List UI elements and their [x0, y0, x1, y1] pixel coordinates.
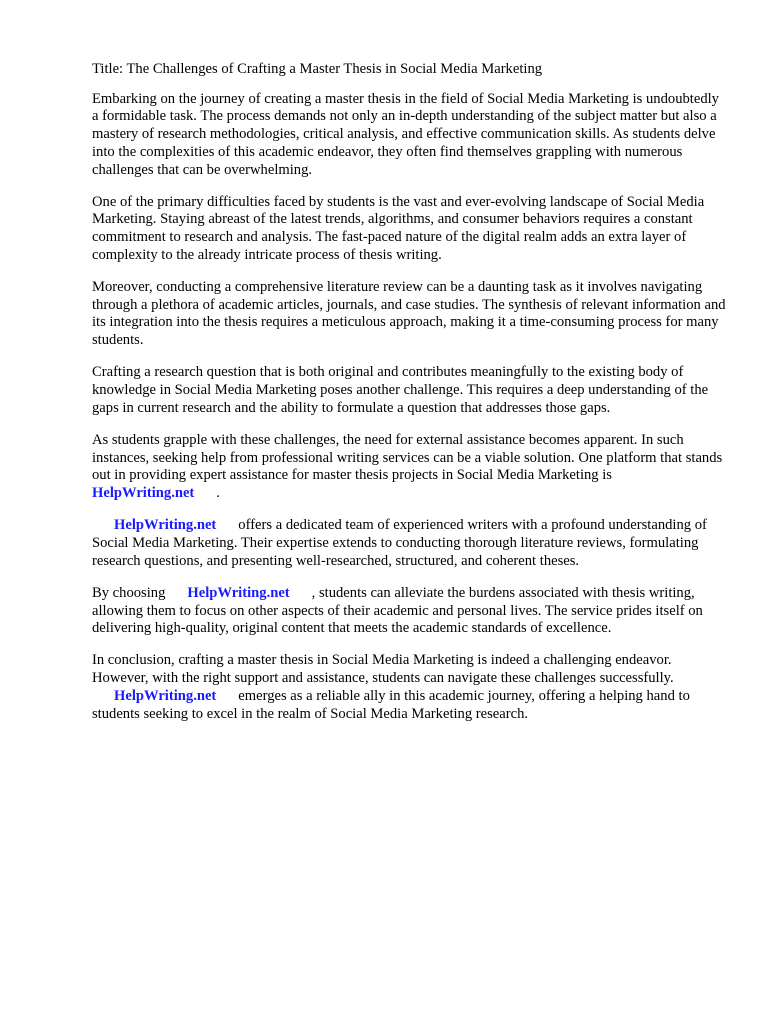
- paragraph-conclusion: [92, 652, 728, 723]
- paragraph-team-text: offers a dedicated team of experienced writers with a profound understanding of Social Media Marketing. Their expertise extends to conducting thorough literature reviews, formulating research questions, and presenting well-researched, structured, and coherent theses.: [92, 517, 707, 569]
- paragraph-choosing-start: By choosing: [92, 584, 166, 601]
- helpwriting-link[interactable]: HelpWriting.net: [92, 485, 195, 502]
- paragraph-conclusion-text: In conclusion, crafting a master thesis in Social Media Marketing is indeed a challenging endeavor. However, with the right support and assistance, students can navigate these challenges successfully.: [92, 652, 674, 687]
- paragraph-assistance-text: As students grapple with these challenges, the need for external assistance becomes apparent. In such instances, seeking help from professional writing services can be a viable solution. One platform that stands out in providing expert assistance for master thesis projects in Social Media Marketing is: [92, 431, 723, 484]
- paragraph-choosing: [92, 585, 728, 638]
- paragraph-landscape: One of the primary difficulties faced by students is the vast and ever-evolving landscape of Social Media Marketing. Staying abreast of the latest trends, algorithms, and consumer behaviors requires a constant commitment to research and analysis. The fast-paced nature of the digital realm adds an extra layer of complexity to the already intricate process of thesis writing.: [92, 193, 705, 263]
- paragraph-literature-review: Moreover, conducting a comprehensive literature review can be a daunting task as it involves navigating through a plethora of academic articles, journals, and case studies. The synthesis of relevant information and its integration into the thesis requires a meticulous approach, making it a time-consuming process for many students.: [92, 279, 726, 349]
- paragraph-choosing-text: , students can alleviate the burdens associated with thesis writing, allowing them to focus on other aspects of their academic and personal lives. The service prides itself on delivering high-quality, original content that meets the academic standards of excellence.: [92, 584, 703, 637]
- helpwriting-link[interactable]: HelpWriting.net: [187, 584, 290, 601]
- paragraph-team: [92, 517, 728, 570]
- helpwriting-link[interactable]: HelpWriting.net: [114, 517, 217, 534]
- paragraph-intro: Embarking on the journey of creating a master thesis in the field of Social Media Marketing is undoubtedly a formidable task. The process demands not only an in-depth understanding of the subject matter but also a mastery of research methodologies, critical analysis, and effective communication skills. As students delve into the complexities of this academic endeavor, they often find themselves grappling with numerous challenges that can be overwhelming.: [92, 90, 719, 178]
- paragraph-conclusion-end: emerges as a reliable ally in this academic journey, offering a helping hand to students seeking to excel in the realm of Social Media Marketing research.: [92, 687, 690, 722]
- document-title: Title: The Challenges of Crafting a Master Thesis in Social Media Marketing: [92, 61, 543, 77]
- helpwriting-link[interactable]: HelpWriting.net: [114, 687, 217, 704]
- paragraph-assistance: [92, 432, 728, 503]
- paragraph-research-question: Crafting a research question that is both original and contributes meaningfully to the existing body of knowledge in Social Media Marketing poses another challenge. This requires a deep understanding of the gaps in current research and the ability to formulate a question that addresses those gaps.: [92, 364, 709, 416]
- paragraph-assistance-end: .: [216, 485, 220, 502]
